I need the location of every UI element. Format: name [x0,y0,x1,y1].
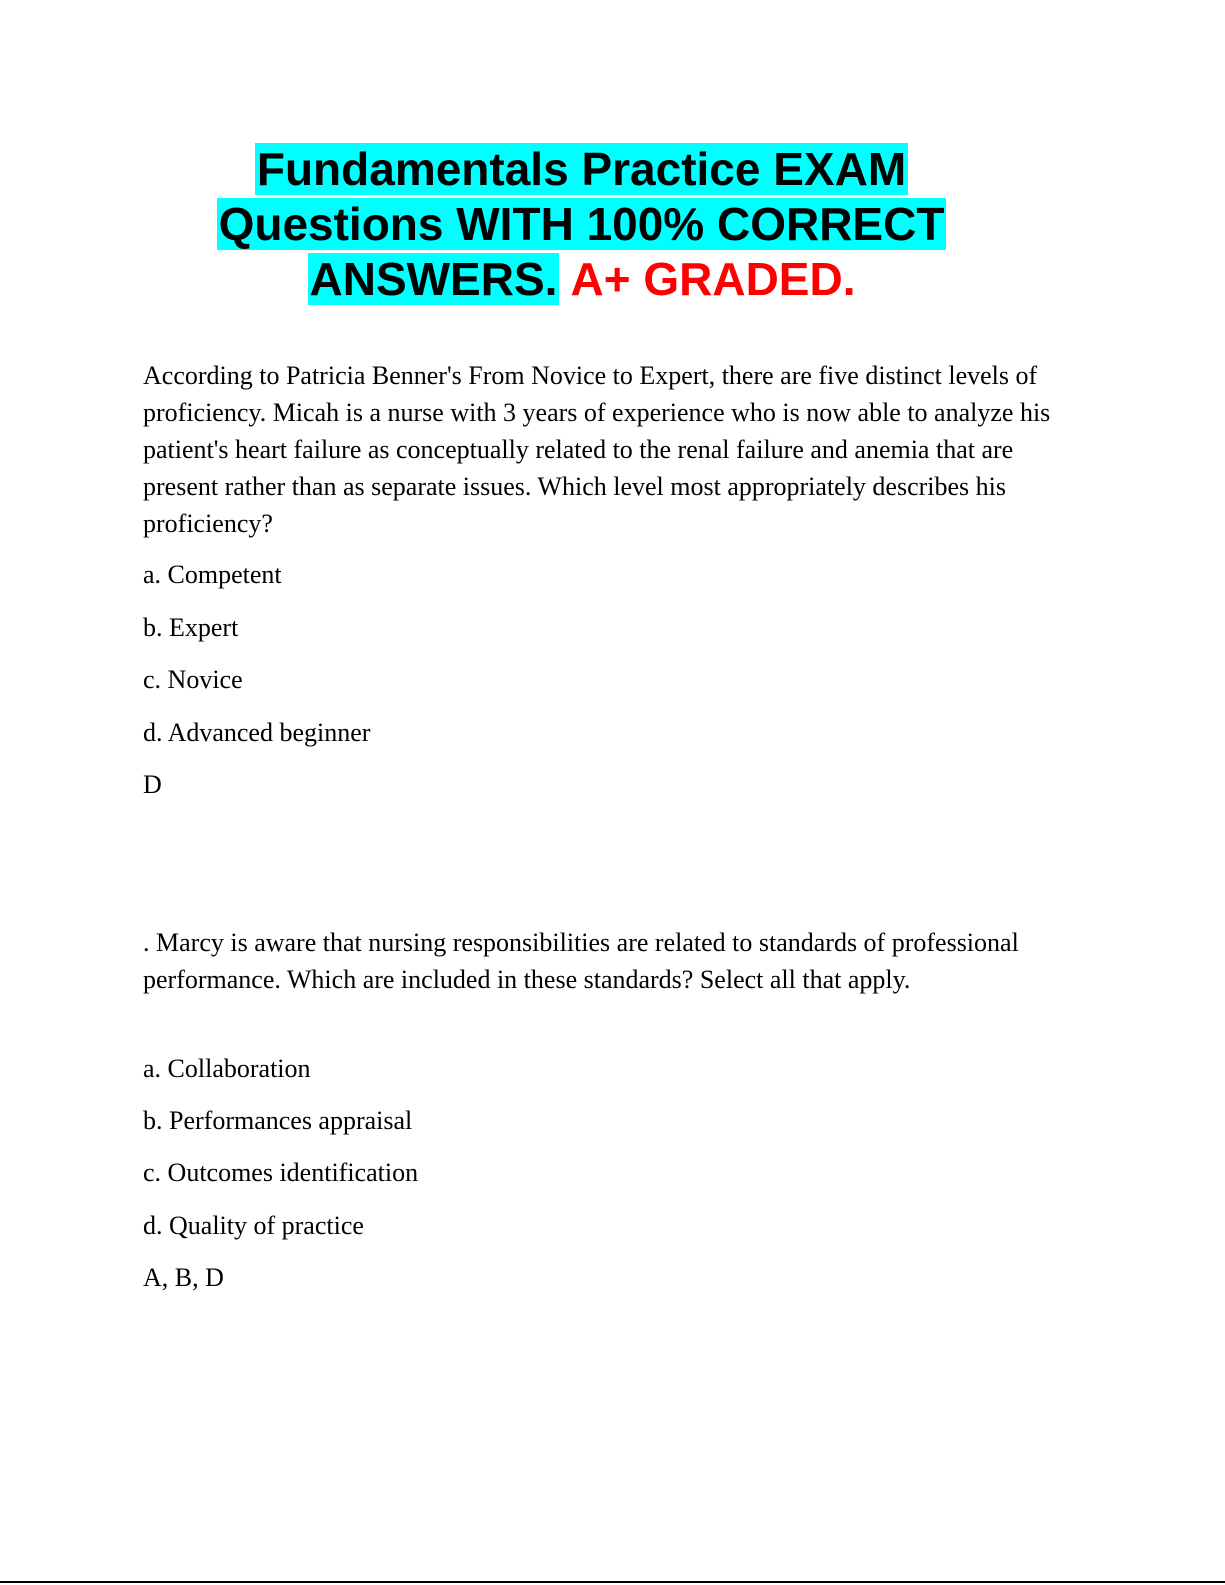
question-1-option-a: a. Competent [143,560,282,589]
grade-label: A+ GRADED. [570,253,856,305]
question-1-option-c: c. Novice [143,665,243,694]
question-2-option-c: c. Outcomes identification [143,1158,419,1187]
title-line-3 [0,252,1163,307]
page-bottom-border [0,1581,1225,1583]
title-highlight-3: ANSWERS. [309,253,558,305]
question-1-option-d: d. Advanced beginner [143,718,371,747]
question-2-option-d: d. Quality of practice [143,1211,364,1240]
title-highlight-2: Questions WITH 100% CORRECT [218,198,945,250]
question-2-answer: A, B, D [143,1263,224,1292]
question-2-option-b: b. Performances appraisal [143,1106,413,1135]
question-2-option-a: a. Collaboration [143,1054,311,1083]
title-line-1 [0,142,1163,197]
question-1-option-b: b. Expert [143,613,239,642]
document-title [0,142,1163,307]
question-1-answer: D [143,770,162,799]
title-line-2 [0,197,1163,252]
question-2-text: . Marcy is aware that nursing responsibilities are related to standards of professional performance. Which are included in these standards? Select all that apply. [143,928,1019,994]
question-1-text: According to Patricia Benner's From Novice to Expert, there are five distinct levels of proficiency. Micah is a nurse with 3 years of experience who is now able to analyze his patient's heart failure as conceptually related to the renal failure and anemia that are present rather than as separate issues. Which level most appropriately describes his proficiency? [143,361,1051,538]
title-highlight-1: Fundamentals Practice EXAM [256,143,907,195]
